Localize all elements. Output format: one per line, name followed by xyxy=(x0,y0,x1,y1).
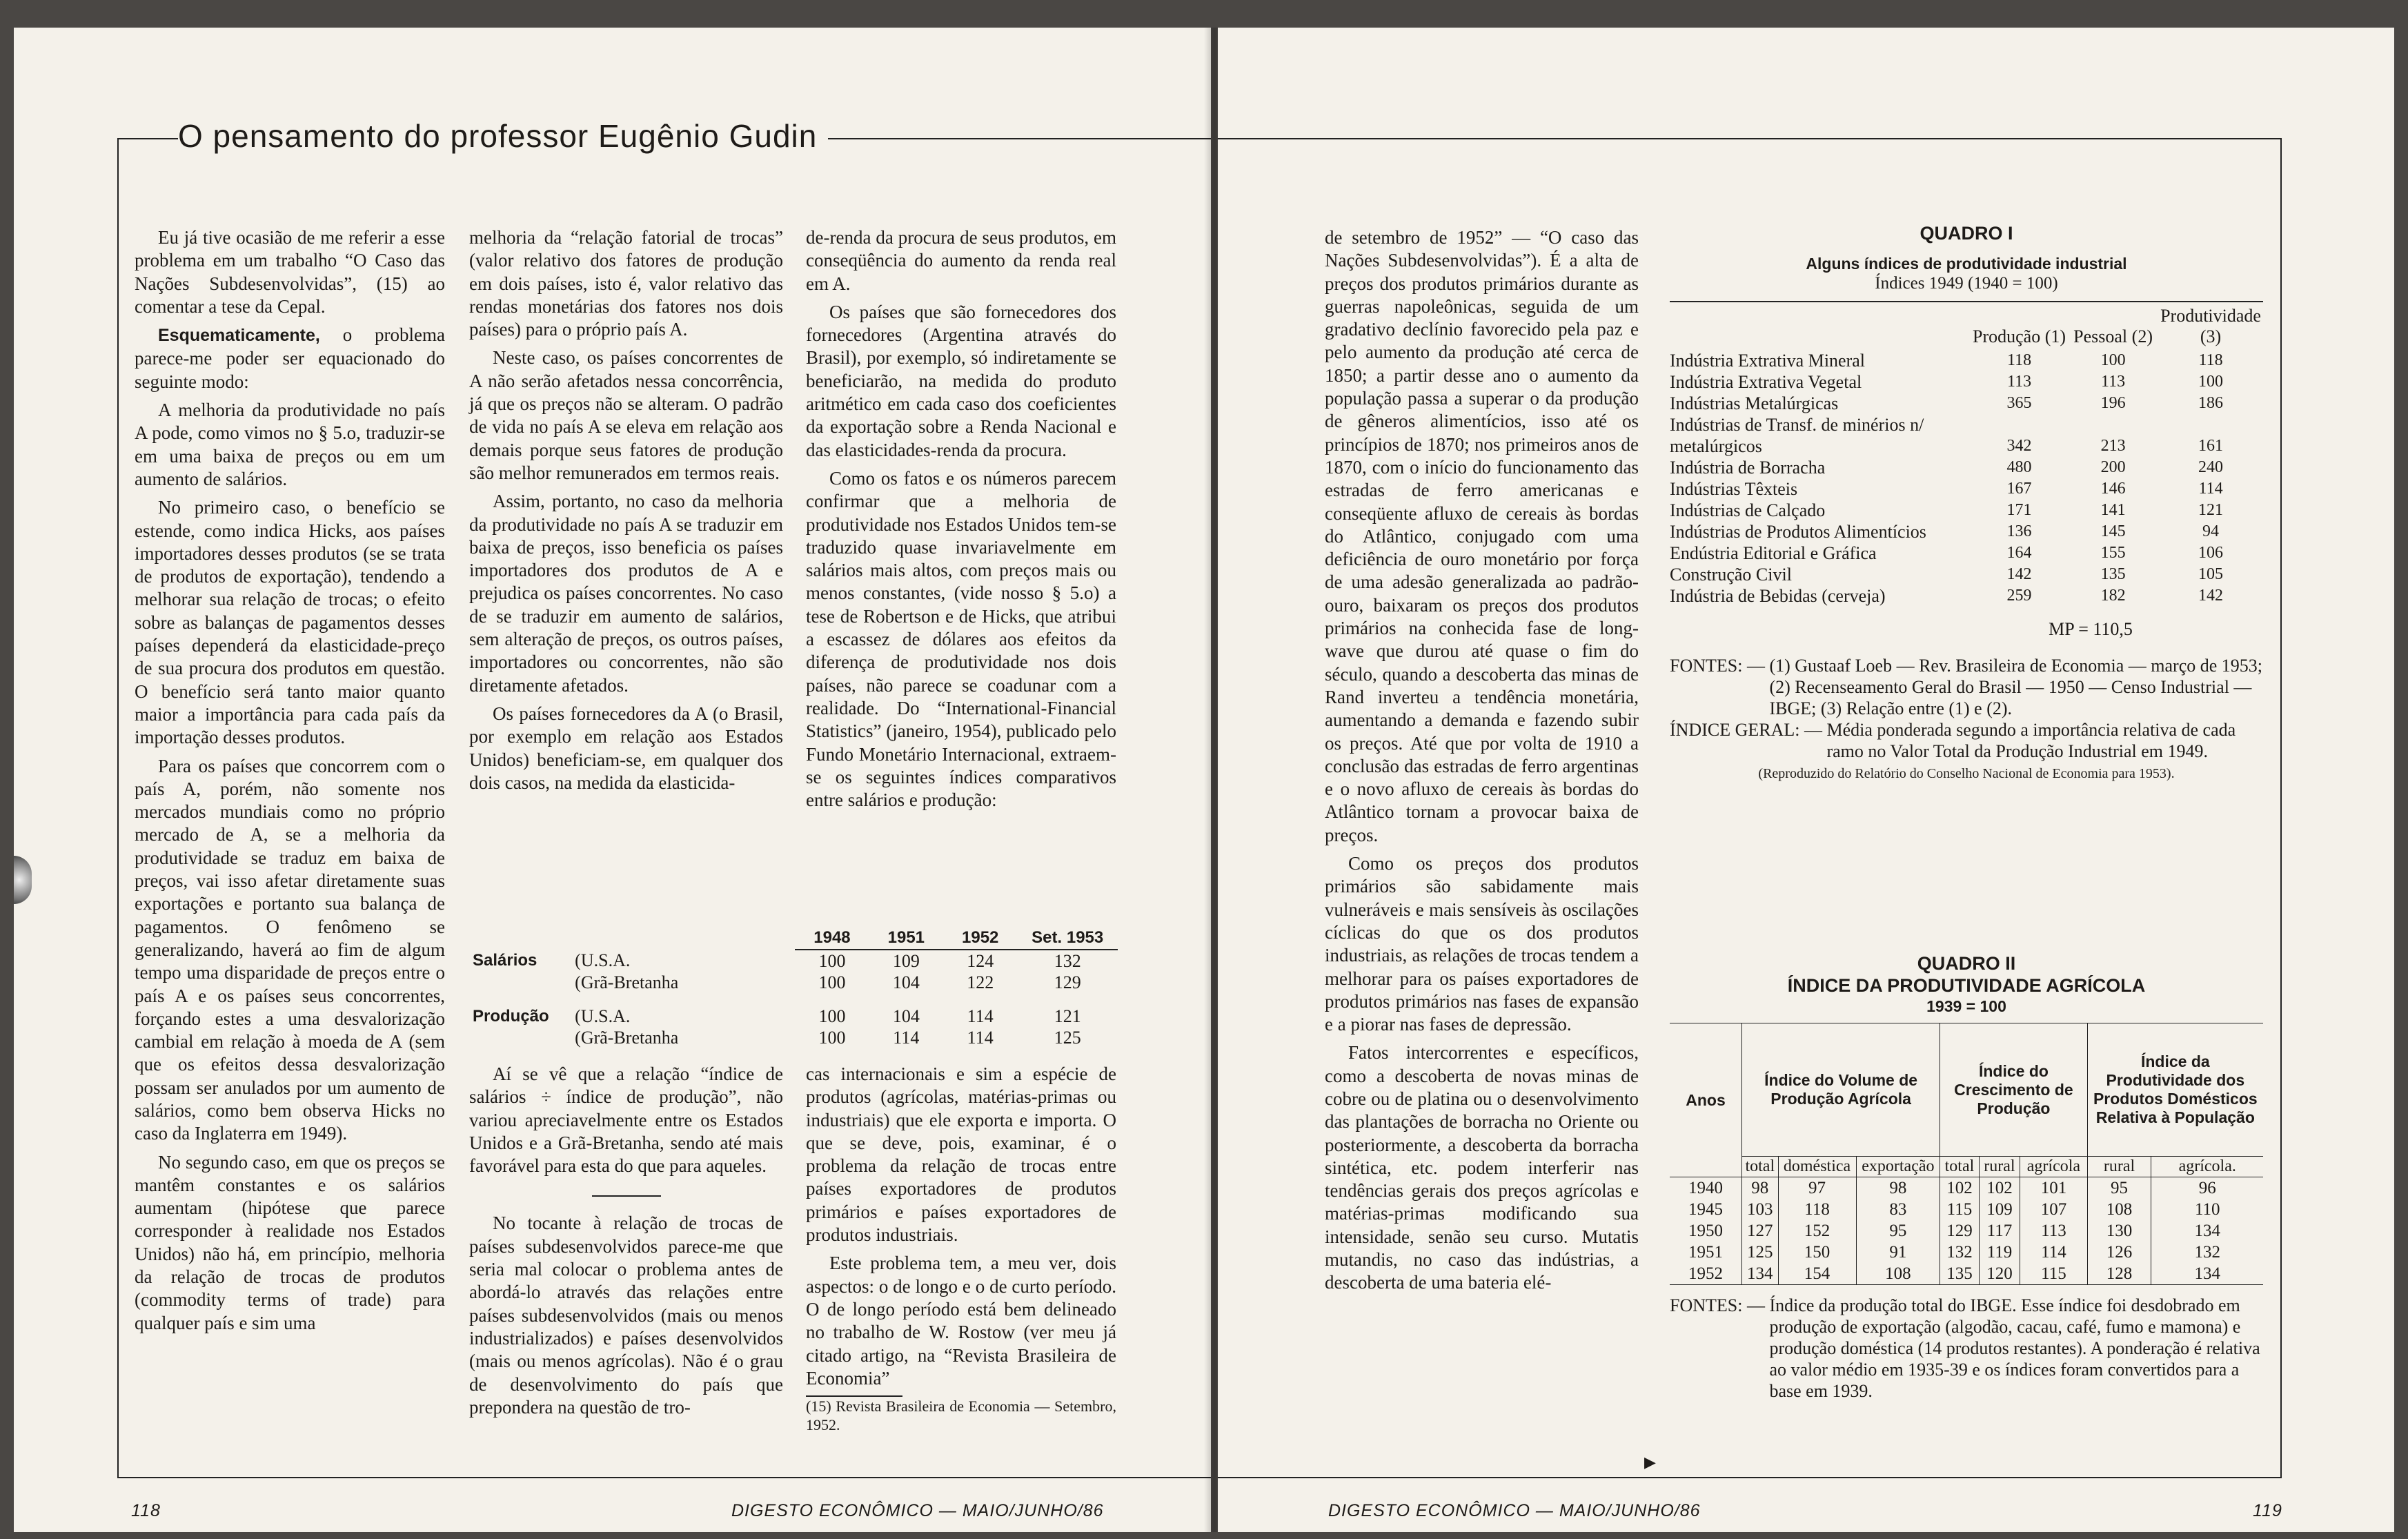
quadro-1-table xyxy=(1670,305,2263,607)
col-header: 1951 xyxy=(869,928,943,950)
cell: 150 xyxy=(1778,1242,1856,1263)
cell: 108 xyxy=(1856,1263,1940,1285)
table-row xyxy=(1670,1177,2263,1199)
year: 1951 xyxy=(1670,1242,1742,1263)
col-header: Produção (1) xyxy=(1973,326,2066,346)
continue-arrow-icon: ▶ xyxy=(1644,1453,1656,1471)
frame-bottom xyxy=(117,1477,1211,1478)
row-name: Indústrias Têxteis xyxy=(1670,479,1798,499)
paragraph: Fatos intercorrentes e específicos, como a descoberta de novas minas de cobre ou de platina ou o desenvolvimento das plantações de borracha no Oriente ou posteriormente, a descoberta da borracha sintética, etc. podem interferir nas tendências gerais dos preços agrícolas e matérias-primas modificando sua intensidade, senão seu curso. Mutatis mutandis, no caso das indústrias, a descoberta de uma bateria elé- xyxy=(1325,1042,1639,1293)
col-header: Set. 1953 xyxy=(1017,928,1118,950)
page-number: 118 xyxy=(131,1501,161,1520)
paragraph: Este problema tem, a meu ver, dois aspectos: o de longo e o de curto período. O de longo período está bem delineado no trabalho de W. Rostow (ver meu já citado artigo, na “Revista Brasileira de Economia” xyxy=(806,1253,1116,1389)
cell: 95 xyxy=(1856,1220,1940,1242)
cell: 100 xyxy=(818,951,846,971)
cell: 342 xyxy=(2006,437,2032,455)
cell: 127 xyxy=(1742,1220,1779,1242)
cell: 117 xyxy=(1979,1220,2020,1242)
cell: 154 xyxy=(1778,1263,1856,1285)
table-row xyxy=(1670,1220,2263,1242)
cell: 126 xyxy=(2087,1242,2151,1263)
cell: 100 xyxy=(818,1028,846,1048)
row-name: Indústria Extrativa Mineral xyxy=(1670,351,1866,371)
cell: 118 xyxy=(2006,351,2032,369)
cell: 113 xyxy=(2006,373,2032,391)
col-header: Produtividade (3) xyxy=(2160,306,2261,346)
quadro-2-base: 1939 = 100 xyxy=(1926,997,2006,1015)
paragraph: Aí se vê que a relação “índice de salários ÷ índice de produção”, não variou apreciavelmente entre os Estados Unidos e a Grã-Bretanha, sendo até mais favorável para esta do que para aqueles. xyxy=(469,1063,783,1177)
section-separator xyxy=(592,1195,661,1197)
paragraph: Para os países que concorrem com o país A, porém, não somente nos mercados mundiais como no próprio mercado de A, se a melhoria da produtividade se traduz em baixa de preços, vai isso afetar diretamente suas exportações e portanto sua balança de pagamentos. O fenômeno se generalizando, haverá ao fim de algum tempo uma disparidade de preços entre o país A e os países seus concorrentes, forçando estes a uma desvalorização cambial em relação à moeda de A (sem que os efeitos dessa desvalorização possam ser anulados por um aumento de salários, como bem observa Hicks no caso da Inglaterra em 1949). xyxy=(135,755,445,1144)
binder-clip-icon xyxy=(14,856,32,904)
cell: 91 xyxy=(1856,1242,1940,1263)
indice-label: ÍNDICE GERAL: — xyxy=(1670,720,1822,740)
cell: 94 xyxy=(2202,522,2220,540)
paragraph: No primeiro caso, o benefício se estende, como indica Hicks, aos países importadores desses produtos (se se trata de produtos de exportação), tendendo a melhorar sua relação de trocas; o efeito sobre as balanças de pagamentos desses países dependerá da elasticidade-preço de sua procura dos produtos em questão. O benefício será tanto maior quanto maior a importância para cada país da importação desses produtos. xyxy=(135,497,445,748)
year: 1945 xyxy=(1670,1199,1742,1220)
cell: 125 xyxy=(1054,1028,1081,1048)
sub-header: exportação xyxy=(1856,1157,1940,1177)
table-row xyxy=(473,1027,1118,1048)
quadro-2-subtitle: ÍNDICE DA PRODUTIVIDADE AGRÍCOLA xyxy=(1787,975,2146,996)
paragraph: Assim, portanto, no caso da melhoria da produtividade no país A se traduzir em baixa de preços, isso beneficia os países importadores dos produtos de A e prejudica os países concorrentes. No caso de se traduzir em aumento de salários, sem alteração de preços, os outros países, importadores ou concorrentes, não são diretamente afetados. xyxy=(469,491,783,696)
sub-header: total xyxy=(1940,1157,1979,1177)
cell: 132 xyxy=(1940,1242,1979,1263)
row-name: Indústrias de Transf. de minérios n/ metalúrgicos xyxy=(1670,415,1924,456)
quadro-1-body xyxy=(1670,350,2263,607)
table-row xyxy=(1670,1242,2263,1263)
cell: 106 xyxy=(2198,544,2224,562)
table-row xyxy=(1670,371,2263,393)
cell: 129 xyxy=(1054,972,1081,992)
right-page xyxy=(1218,28,2394,1532)
paragraph: Os países que são fornecedores dos fornecedores (Argentina através do Brasil), por exemplo, só indiretamente se beneficiarão, na medida do produto aritmético em cada caso dos coeficientes da exportação sobre a Renda Nacional e das elasticidades-renda da procura. xyxy=(806,301,1116,460)
row-name: Indústria de Borracha xyxy=(1670,458,1826,478)
mp-value: MP = 110,5 xyxy=(2049,619,2133,639)
row-name: Indústria Extrativa Vegetal xyxy=(1670,372,1862,392)
paragraph: Neste caso, os países concorrentes de A não serão afetados nessa concorrência, já que os preços não se alteram. O padrão de vida no país A se eleva em relação aos demais porque seus fatores de produção são melhor remunerados em termos reais. xyxy=(469,347,783,483)
country: (U.S.A. xyxy=(575,1006,631,1026)
cell: 132 xyxy=(2151,1242,2263,1263)
cell: 132 xyxy=(1054,951,1081,971)
cell: 98 xyxy=(1856,1177,1940,1199)
cell: 121 xyxy=(2198,501,2224,519)
quadro-2 xyxy=(1670,952,2263,1402)
cell: 213 xyxy=(2100,437,2126,455)
row-label: Produção xyxy=(473,1007,549,1026)
sub-header: rural xyxy=(2087,1157,2151,1177)
table-row xyxy=(1670,521,2263,542)
cell: 146 xyxy=(2100,480,2126,498)
cell: 142 xyxy=(2198,587,2224,605)
cell: 100 xyxy=(818,1006,846,1026)
group-header: Índice do Volume de Produção Agrícola xyxy=(1742,1023,1940,1157)
cell: 135 xyxy=(2100,565,2126,583)
page-footer: DIGESTO ECONÔMICO — MAIO/JUNHO/86 xyxy=(1328,1501,1701,1520)
country: (Grã-Bretanha xyxy=(575,1028,679,1048)
paragraph: cas internacionais e sim a espécie de produtos (agrícolas, matérias-primas ou industriais) que ele exporta e importa. O que se deve, pois, examinar, é o problema da relação de trocas entre países exportadores de produtos primários e países exportadores de produtos industriais. xyxy=(806,1063,1116,1246)
cell: 125 xyxy=(1742,1242,1779,1263)
row-name: Construção Civil xyxy=(1670,565,1792,585)
quadro-1-rule xyxy=(1670,301,2263,302)
paragraph: No segundo caso, em que os preços se mantêm constantes e os salários aumentam (hipótese que parece corresponder à realidade nos Estados Unidos) não há, em princípio, melhoria da relação de trocas de produtos (commodity terms of trade) para qualquer país e sim uma xyxy=(135,1151,445,1333)
frame-left xyxy=(117,138,119,1477)
table-row xyxy=(1670,457,2263,478)
cell: 104 xyxy=(892,972,920,992)
row-name: Indústrias de Produtos Alimentícios xyxy=(1670,522,1926,542)
table-row xyxy=(1670,500,2263,521)
cell: 124 xyxy=(967,951,994,971)
cell: 100 xyxy=(818,972,846,992)
cell: 128 xyxy=(2087,1263,2151,1285)
page-title: O pensamento do professor Eugênio Gudin xyxy=(178,117,828,155)
left-column-2-lower xyxy=(469,1063,783,1424)
quadro-1-subtitle: Alguns índices de produtividade industrial xyxy=(1806,255,2127,273)
left-page xyxy=(14,28,1211,1532)
reproduced-note: (Reproduzido do Relatório do Conselho Nacional de Economia para 1953). xyxy=(1758,766,2175,781)
cell: 114 xyxy=(967,1028,994,1048)
cell: 96 xyxy=(2151,1177,2263,1199)
cell: 142 xyxy=(2006,565,2032,583)
frame-bottom xyxy=(1218,1477,2282,1478)
cell: 109 xyxy=(892,951,920,971)
cell: 182 xyxy=(2100,587,2126,605)
cell: 114 xyxy=(2020,1242,2087,1263)
frame-right xyxy=(2280,138,2282,1477)
paragraph-rest: o problema parece-me poder ser equacionado do seguinte modo: xyxy=(135,324,446,392)
cell: 120 xyxy=(1979,1263,2020,1285)
table-row xyxy=(1670,350,2263,371)
cell: 100 xyxy=(2198,373,2224,391)
cell: 171 xyxy=(2006,501,2032,519)
quadro-1-notes xyxy=(1670,655,2263,785)
cell: 141 xyxy=(2100,501,2126,519)
cell: 109 xyxy=(1979,1199,2020,1220)
wage-production-table-wrap xyxy=(473,928,1118,1048)
cell: 97 xyxy=(1778,1177,1856,1199)
table-row xyxy=(1670,1199,2263,1220)
sub-header: agrícola. xyxy=(2151,1157,2263,1177)
paragraph: Como os preços dos produtos primários são sabidamente mais vulneráveis e mais sensíveis às oscilações cíclicas do que os dos produtos industriais, as relações de trocas tendem a melhorar para os países exportadores de produtos primários nas fases de expansão e a piorar nas fases de depressão. xyxy=(1325,853,1639,1035)
cell: 98 xyxy=(1742,1177,1779,1199)
cell: 115 xyxy=(1940,1199,1979,1220)
col-header: Pessoal (2) xyxy=(2073,326,2153,346)
row-label xyxy=(473,972,575,993)
paragraph: A melhoria da produtividade no país A pode, como vimos no § 5.o, traduzir-se em uma baixa de preços ou em um aumento de salários. xyxy=(135,400,445,489)
fontes-label: FONTES: — xyxy=(1670,656,1765,676)
cell: 164 xyxy=(2006,544,2032,562)
cell: 115 xyxy=(2020,1263,2087,1285)
cell: 113 xyxy=(2020,1220,2087,1242)
cell: 129 xyxy=(1940,1220,1979,1242)
quadro-1-title: QUADRO I xyxy=(1920,223,2013,244)
year: 1950 xyxy=(1670,1220,1742,1242)
cell: 167 xyxy=(2006,480,2032,498)
cell: 136 xyxy=(2006,522,2032,540)
paragraph: de-renda da procura de seus produtos, em conseqüência do aumento da renda real em A. xyxy=(806,227,1116,294)
cell: 114 xyxy=(967,1006,994,1026)
cell: 186 xyxy=(2198,394,2224,412)
group-header: Índice do Crescimento de Produção xyxy=(1940,1023,2087,1157)
left-column-2 xyxy=(469,226,783,800)
cell: 100 xyxy=(2100,351,2126,369)
sub-header: doméstica xyxy=(1778,1157,1856,1177)
cell: 480 xyxy=(2006,458,2032,476)
cell: 107 xyxy=(2020,1199,2087,1220)
cell: 121 xyxy=(1054,1006,1081,1026)
cell: 145 xyxy=(2100,522,2126,540)
cell: 130 xyxy=(2087,1220,2151,1242)
paragraph: melhoria da “relação fatorial de trocas” (valor relativo dos fatores de produção em dois países, isto é, valor relativo das rendas monetárias dos fatores nos dois países) para o próprio país A. xyxy=(469,227,783,340)
table-row xyxy=(1670,414,2263,457)
fontes-text: (1) Gustaaf Loeb — Rev. Brasileira de Economia — março de 1953; (2) Recenseamento Geral do Brasil — 1950 — Censo Industrial — IBGE; (3) Relação entre (1) e (2). xyxy=(1769,656,2262,718)
table-row xyxy=(473,950,1118,972)
sub-header: rural xyxy=(1979,1157,2020,1177)
col-header: 1952 xyxy=(943,928,1017,950)
left-column-3-lower xyxy=(806,1063,1116,1440)
cell: 110 xyxy=(2151,1199,2263,1220)
cell: 155 xyxy=(2100,544,2126,562)
cell: 122 xyxy=(967,972,994,992)
year: 1940 xyxy=(1670,1177,1742,1199)
cell: 113 xyxy=(2101,373,2126,391)
cell: 103 xyxy=(1742,1199,1779,1220)
quadro-2-title: QUADRO II xyxy=(1917,953,2016,974)
cell: 108 xyxy=(2087,1199,2151,1220)
header-rule xyxy=(1218,138,2280,139)
table-row xyxy=(1670,542,2263,564)
table-row xyxy=(1670,1263,2263,1285)
table-row xyxy=(1670,393,2263,414)
lead-word: Esquematicamente, xyxy=(158,326,320,346)
page-number: 119 xyxy=(2253,1501,2282,1520)
quadro-1-base: Índices 1949 (1940 = 100) xyxy=(1875,274,2058,293)
row-label xyxy=(473,1027,575,1048)
cell: 134 xyxy=(2151,1220,2263,1242)
cell: 135 xyxy=(1940,1263,1979,1285)
quadro-2-table xyxy=(1670,1023,2263,1285)
cell: 83 xyxy=(1856,1199,1940,1220)
cell: 118 xyxy=(2198,351,2223,369)
cell: 119 xyxy=(1979,1242,2020,1263)
cell: 259 xyxy=(2006,587,2032,605)
cell: 105 xyxy=(2198,565,2224,583)
indice-text: Média ponderada segundo a importância relativa de cada ramo no Valor Total da Produção Industrial em 1949. xyxy=(1826,720,2236,761)
cell: 95 xyxy=(2087,1177,2151,1199)
wage-production-table xyxy=(473,928,1118,1048)
cell: 102 xyxy=(1940,1177,1979,1199)
country: (Grã-Bretanha xyxy=(575,972,679,992)
cell: 101 xyxy=(2020,1177,2087,1199)
paragraph xyxy=(135,324,445,393)
cell: 118 xyxy=(1778,1199,1856,1220)
group-header: Índice da Produtividade dos Produtos Domésticos Relativa à População xyxy=(2087,1023,2263,1157)
paragraph: No tocante à relação de trocas de países subdesenvolvidos parece-me que seria mal colocar o problema antes de abordá-lo através das relações entre países subdesenvolvidos (mais ou menos industrializados) e países desenvolvidos (mais ou menos agrícolas). Não é o grau de desenvolvimento do país que prepondera na questão de tro- xyxy=(469,1213,783,1418)
table-row xyxy=(473,972,1118,993)
country: (U.S.A. xyxy=(575,950,631,970)
quadro-2-notes xyxy=(1670,1295,2263,1402)
right-column-1 xyxy=(1325,226,1639,1300)
anos-header: Anos xyxy=(1670,1023,1742,1177)
row-name: Indústrias Metalúrgicas xyxy=(1670,393,1839,413)
sub-header: agrícola xyxy=(2020,1157,2087,1177)
paragraph: Os países fornecedores da A (o Brasil, por exemplo em relação aos Estados Unidos) beneficiam-se, em qualquer dos dois casos, na medida da elasticida- xyxy=(469,703,783,793)
frame-top-stub xyxy=(117,138,172,139)
cell: 134 xyxy=(2151,1263,2263,1285)
cell: 114 xyxy=(2198,480,2223,498)
cell: 134 xyxy=(1742,1263,1779,1285)
paragraph: Como os fatos e os números parecem confirmar que a melhoria de produtividade nos Estados Unidos tem-se traduzido quase invariavelmente em salários mais altos, com preços mais ou menos constantes, (vide nosso § 5.o) a tese de Robertson e de Hicks, que atribui a escassez de dólares aos efeitos da diferença de produtividade nos dois países, não parece se coadunar com a realidade. Do “International-Financial Statistics” (janeiro, 1954), publicado pelo Fundo Monetário Internacional, extraem-se os seguintes índices comparativos entre salários e produção: xyxy=(806,467,1116,811)
cell: 114 xyxy=(893,1028,920,1048)
left-column-3 xyxy=(806,226,1116,817)
row-name: Indústrias de Calçado xyxy=(1670,500,1826,520)
cell: 152 xyxy=(1778,1220,1856,1242)
table-row xyxy=(1670,585,2263,607)
row-name: Indústria de Bebidas (cerveja) xyxy=(1670,586,1886,606)
fontes-text: Índice da produção total do IBGE. Esse índice foi desdobrado em produção de exportação (algodão, cacau, café, fumo e mamona) e produção doméstica (14 produtos restantes). A ponderação é relativa ao valor médio em 1935-39 e os índices foram convertidos para a base em 1939. xyxy=(1769,1295,2260,1401)
cell: 104 xyxy=(892,1006,920,1026)
table-row xyxy=(1670,564,2263,585)
cell: 102 xyxy=(1979,1177,2020,1199)
page-footer: DIGESTO ECONÔMICO — MAIO/JUNHO/86 xyxy=(731,1501,1104,1520)
cell: 240 xyxy=(2198,458,2224,476)
col-header: 1948 xyxy=(795,928,869,950)
quadro-1 xyxy=(1670,222,2263,785)
sub-header: total xyxy=(1742,1157,1779,1177)
row-name: Endústria Editorial e Gráfica xyxy=(1670,543,1877,563)
row-label: Salários xyxy=(473,951,537,970)
cell: 196 xyxy=(2100,394,2126,412)
year: 1952 xyxy=(1670,1263,1742,1285)
table-row xyxy=(1670,478,2263,500)
quadro-2-body xyxy=(1670,1177,2263,1285)
left-column-1 xyxy=(135,226,445,1340)
table-row xyxy=(473,1006,1118,1027)
paragraph: Eu já tive ocasião de me referir a esse problema em um trabalho “O Caso das Nações Subdesenvolvidas”, (15) ao comentar a tese da Cepal. xyxy=(135,227,445,317)
fontes-label: FONTES: — xyxy=(1670,1295,1765,1315)
cell: 365 xyxy=(2006,394,2032,412)
paragraph: de setembro de 1952” — “O caso das Nações Subdesenvolvidas”). É a alta de preços dos produtos primários durante as guerras napoleônicas, seguida de um gradativo declínio favorecido pela paz e pelo aumento da produção até cerca de 1850; a partir desse ano o aumento da população passa a superar o da produção de gêneros alimentícios, isso até os princípios de 1870; nos primeiros anos de 1870, com o início do funcionamento das estradas de ferro americanas e conseqüente afluxo de cereais às bordas do Atlântico, conjugado com uma deficiência de ouro monetário por força de uma adesão generalizada ao padrão-ouro, baixaram os preços dos produtos primários na conhecida fase de long-wave que durou até quase o fim do século, quando a descoberta das minas de Rand inverteu a tendência monetária, aumentando a demanda e fazendo subir os preços. Até que por volta de 1910 a conclusão das estradas de ferro argentinas e o novo afluxo de cereais às bordas do Atlântico tornam a provocar baixa de preços. xyxy=(1325,227,1639,845)
cell: 161 xyxy=(2198,437,2224,455)
footnote: (15) Revista Brasileira de Economia — Setembro, 1952. xyxy=(806,1398,1116,1434)
cell: 200 xyxy=(2100,458,2126,476)
